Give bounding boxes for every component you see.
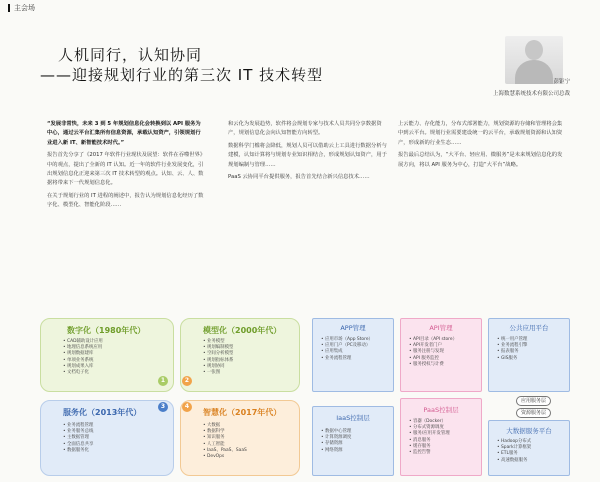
box-items	[497, 337, 527, 362]
list-item: • API 服务监控	[409, 356, 457, 362]
list-item: • 网络资源	[321, 448, 351, 454]
list-item: • 数据科学	[203, 429, 247, 435]
tag-application-layer: 应用服务层	[516, 396, 551, 406]
api-management-box	[400, 318, 482, 392]
paragraph: 上云能力、存化能力，分布式部署能力，规划资源的存储和管理将会集中到云平台。规划行业需要建设统一的云平台，承载规划资源和认知资产，形成新的行业生态……	[398, 121, 563, 146]
list-item: • 大数据	[203, 423, 247, 429]
phase-digitization	[40, 318, 174, 392]
phase-modeling	[180, 318, 300, 392]
paragraph: 和云化为发展趋势，软件将会规划专家与技术人员共同分享数据资产，规划信息化会向认知智能方向转型。	[228, 121, 382, 137]
list-item: • IaaS、PaaS、SaaS	[203, 448, 247, 454]
list-item: • 业务模型	[203, 339, 233, 345]
list-item: • 统一用户管理	[497, 337, 527, 343]
list-item: • 应用市场（App Store）	[321, 337, 373, 343]
section-label: 主会场	[14, 4, 35, 12]
list-item: • ETL服务	[497, 451, 531, 457]
section-header	[8, 3, 35, 13]
phase-items	[203, 423, 247, 460]
box-title: API管理	[429, 324, 453, 332]
list-item: • 报表服务	[497, 349, 527, 355]
box-title: 公共应用平台	[509, 324, 549, 332]
box-items	[321, 429, 351, 454]
list-item: • CAD辅助设计应用	[63, 339, 103, 345]
list-item: • API开发者门户	[409, 343, 457, 349]
it-evolution-diagram	[40, 318, 570, 478]
list-item: • 容器（Docker）	[409, 419, 450, 425]
paas-control-box	[400, 398, 482, 476]
paragraph: 报告最后总结认为，“大平台、轻应用、微服务”是未来规划信息化的发展方向，将以 API 服务为中心，打造“大平台”战略。	[398, 152, 563, 168]
author-photo-head	[525, 40, 543, 60]
article-column-3	[398, 120, 564, 173]
list-item: • 服务授权与计费	[409, 362, 457, 368]
phase-number: 3	[158, 402, 168, 412]
tag-resource-layer: 资源服务层	[516, 408, 551, 418]
phase-number: 1	[158, 376, 168, 386]
paragraph: 报告首先分享了《2017 年软件行业现状及展望：软件在吞噬世界》中的观点，提出了全新的 IT 认知。近一年的软件行业发展变化，引出规划信息化正迎来第三次 IT 技术转型的观点。认知、云、人、数据将带来下一代规划信息化。	[47, 152, 204, 187]
section-bar	[8, 4, 10, 12]
list-item: • 业务服务总线	[63, 429, 93, 435]
box-items	[321, 337, 373, 362]
list-item: • 分布式资源调度	[409, 425, 450, 431]
list-item: • 一张图	[203, 370, 233, 376]
phase-number: 2	[182, 376, 192, 386]
paragraph: 数据科学门槛将会降低，规划人员可以借助云上工具进行数据分析与建模，认知计算将与规划专业知识相结合，形成规划认知资产，用于规划编制与管理……	[228, 142, 387, 168]
phase-title: 服务化（2013年代）	[63, 408, 142, 417]
list-item: • GIS服务	[497, 356, 527, 362]
list-item: • 计算资源调度	[321, 435, 351, 441]
phase-title: 智慧化（2017年代）	[203, 408, 282, 417]
phase-service	[40, 400, 174, 476]
list-item: • 文档电子化	[63, 370, 103, 376]
box-title: APP管理	[340, 324, 366, 332]
author-name: 彭钜宁	[553, 79, 570, 85]
box-title: PaaS控制层	[423, 406, 459, 414]
article-column-1	[47, 120, 205, 214]
list-item: • 应用集成	[321, 349, 373, 355]
phase-items	[63, 423, 93, 454]
list-item: • Hadoop分布式	[497, 439, 531, 445]
list-item: • 单项业务系统	[63, 358, 103, 364]
list-item: • 空间分析模型	[203, 351, 233, 357]
list-item: • 数据服务化	[63, 448, 93, 454]
author-byline	[380, 76, 570, 100]
list-item: • 主数据管理	[63, 435, 93, 441]
article-subtitle: ——迎接规划行业的第三次 IT 技术转型	[40, 66, 324, 84]
list-item: • 业务流程管理	[63, 423, 93, 429]
list-item: • DevOps	[203, 454, 247, 460]
author-org: 上海数慧系统技术有限公司总裁	[492, 91, 570, 97]
list-item: • 业务流程引擎	[497, 343, 527, 349]
box-items	[409, 419, 450, 456]
article-title: 人机同行，认知协同	[58, 46, 203, 64]
box-title: 大数据服务平台	[506, 427, 552, 435]
list-item: • 规划成果入库	[63, 364, 103, 370]
list-item: • 业务流程管理	[321, 356, 373, 362]
list-item: • API目录（API store）	[409, 337, 457, 343]
list-item: • 规划编制模型	[203, 345, 233, 351]
bigdata-platform-box	[488, 420, 570, 476]
public-platform-box	[488, 318, 570, 392]
list-item: • 缓存服务	[409, 444, 450, 450]
list-item: • 人工智能	[203, 442, 247, 448]
list-item: • 知识服务	[203, 435, 247, 441]
list-item: • 规划协同	[203, 364, 233, 370]
box-title: IaaS控制层	[336, 414, 370, 422]
app-management-box	[312, 318, 394, 392]
iaas-control-box	[312, 406, 394, 476]
phase-items	[203, 339, 233, 376]
list-item: • 地理信息系统应用	[63, 345, 103, 351]
list-item: • 高速数据服务	[497, 458, 531, 464]
phase-number: 4	[182, 402, 192, 412]
box-items	[497, 439, 531, 464]
phase-title: 模型化（2000年代）	[203, 326, 282, 335]
list-item: • 服务/应用开发管理	[409, 431, 450, 437]
lead-quote: “发展非常快，未来 3 到 5 年规划信息化会转换到以 API 服务为中心，通过云平台汇集所有信息资源，承载认知资产，引领规划行业进入新 IT、新智能技术时代。”	[47, 121, 201, 146]
list-item: • 应用门户（PC及移动）	[321, 343, 373, 349]
list-item: • 消息服务	[409, 438, 450, 444]
phase-title: 数字化（1980年代）	[67, 326, 146, 335]
list-item: • Spark计算框架	[497, 445, 531, 451]
box-items	[409, 337, 457, 368]
list-item: • 存储资源	[321, 441, 351, 447]
list-item: • 监控告警	[409, 450, 450, 456]
phase-items	[63, 339, 103, 376]
list-item: • 规划数据建库	[63, 351, 103, 357]
list-item: • 规划指标体系	[203, 358, 233, 364]
list-item: • 服务注册与发现	[409, 349, 457, 355]
article-column-2	[228, 120, 388, 185]
paragraph: PaaS 云协同平台提供服务，报告首先结合新兴信息技术……	[228, 174, 370, 181]
list-item: • 全面信息共享	[63, 442, 93, 448]
list-item: • 数据中心管理	[321, 429, 351, 435]
paragraph: 在关于规划行业的 IT 进程的阐述中，报告认为规划信息化经历了数字化、模型化、智能化阶段……	[47, 192, 204, 209]
phase-smart	[180, 400, 300, 476]
